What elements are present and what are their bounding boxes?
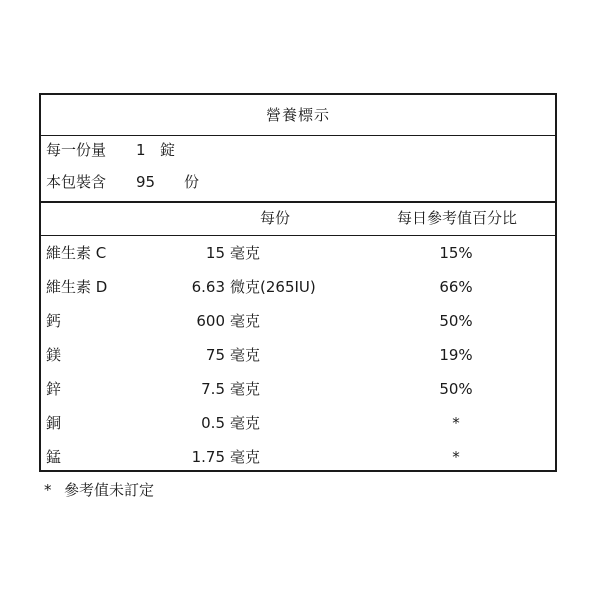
nutrient-name: 鈣 xyxy=(46,312,62,330)
nutrient-name: 錳 xyxy=(46,448,62,466)
nutrient-unit: 毫克 xyxy=(230,312,261,330)
nutrient-unit: 微克(265IU) xyxy=(230,278,316,296)
nutrient-amount: 6.63 xyxy=(191,278,225,296)
servings-per-package-label: 本包裝含 xyxy=(46,173,107,191)
nutrient-row-copper xyxy=(41,406,555,440)
serving-info xyxy=(41,135,555,203)
serving-size-label: 每一份量 xyxy=(46,141,107,159)
nutrient-row-vitamin-c xyxy=(41,236,555,270)
footnote xyxy=(44,479,154,501)
nutrient-row-magnesium xyxy=(41,338,555,372)
nutrient-amount: 75 xyxy=(205,346,225,364)
serving-size-unit: 錠 xyxy=(160,141,176,159)
nutrient-unit: 毫克 xyxy=(230,244,261,262)
nutrient-unit: 毫克 xyxy=(230,346,261,364)
nutrient-daily-value: 19% xyxy=(439,346,473,364)
nutrient-row-vitamin-d xyxy=(41,270,555,304)
table-header xyxy=(41,201,555,236)
nutrient-daily-value: 15% xyxy=(439,244,473,262)
nutrient-row-manganese xyxy=(41,440,555,474)
nutrient-name: 銅 xyxy=(46,414,62,432)
footnote-marker: * xyxy=(44,481,52,499)
nutrient-unit: 毫克 xyxy=(230,380,261,398)
nutrient-name: 維生素 C xyxy=(46,244,107,262)
nutrient-amount: 7.5 xyxy=(201,380,225,398)
nutrient-amount: 0.5 xyxy=(201,414,225,432)
nutrient-daily-value: 50% xyxy=(439,312,473,330)
nutrient-name: 鎂 xyxy=(46,346,62,364)
daily-value-header: 每日參考值百分比 xyxy=(396,209,517,227)
nutrient-daily-value: * xyxy=(452,448,460,466)
nutrient-unit: 毫克 xyxy=(230,448,261,466)
nutrient-daily-value: * xyxy=(452,414,460,432)
serving-size-value: 1 xyxy=(136,141,146,159)
nutrient-amount: 1.75 xyxy=(191,448,225,466)
nutrition-label xyxy=(39,93,557,472)
nutrient-rows xyxy=(41,236,555,474)
servings-per-package-value: 95 xyxy=(136,173,156,191)
servings-per-package-unit: 份 xyxy=(184,173,200,191)
nutrient-amount: 15 xyxy=(205,244,225,262)
nutrient-daily-value: 66% xyxy=(439,278,473,296)
nutrient-unit: 毫克 xyxy=(230,414,261,432)
per-serving-header: 每份 xyxy=(259,209,290,227)
nutrient-row-zinc xyxy=(41,372,555,406)
servings-per-package-line xyxy=(46,171,199,193)
nutrient-name: 鋅 xyxy=(46,380,62,398)
nutrient-daily-value: 50% xyxy=(439,380,473,398)
nutrient-name: 維生素 D xyxy=(46,278,108,296)
nutrient-amount: 600 xyxy=(196,312,225,330)
serving-size-line xyxy=(46,139,175,161)
footnote-text: 參考值未訂定 xyxy=(64,481,155,499)
nutrient-row-calcium xyxy=(41,304,555,338)
label-title: 營養標示 xyxy=(41,95,555,136)
